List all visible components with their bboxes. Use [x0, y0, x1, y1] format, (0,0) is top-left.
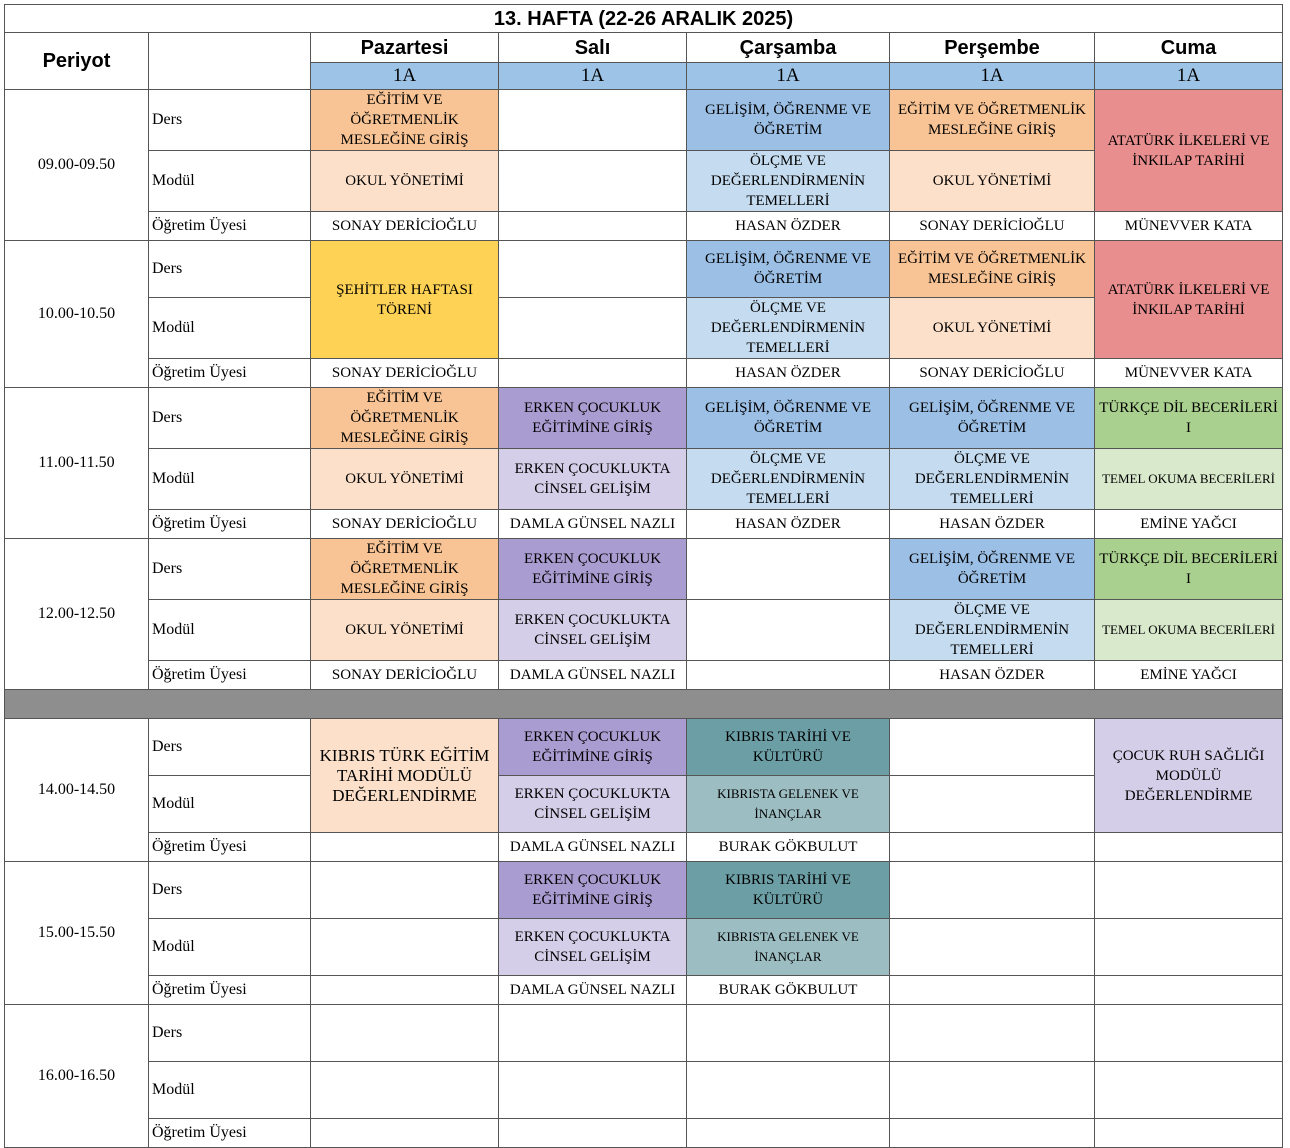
- course-cell-persembe: [890, 719, 1095, 776]
- modul-row: [5, 298, 1283, 359]
- ders-row: [5, 388, 1283, 449]
- course-cell-pazartesi: ŞEHİTLER HAFTASI TÖRENİ: [311, 241, 499, 359]
- module-cell-cuma: [1095, 1062, 1283, 1119]
- period-time: 11.00-11.50: [5, 388, 149, 539]
- lunch-break-row: [5, 690, 1283, 719]
- module-cell-sali: ERKEN ÇOCUKLUKTA CİNSEL GELİŞİM: [499, 449, 687, 510]
- course-cell-pazartesi: KIBRIS TÜRK EĞİTİM TARİHİ MODÜLÜ DEĞERLENDİRME: [311, 719, 499, 833]
- course-cell-persembe: GELİŞİM, ÖĞRENME VE ÖĞRETİM: [890, 388, 1095, 449]
- row-label-ogretim-uyesi: Öğretim Üyesi: [149, 833, 311, 862]
- course-cell-sali: ERKEN ÇOCUKLUK EĞİTİMİNE GİRİŞ: [499, 388, 687, 449]
- row-label-ogretim-uyesi: Öğretim Üyesi: [149, 976, 311, 1005]
- lecturer-cell-carsamba: HASAN ÖZDER: [687, 510, 890, 539]
- lecturer-cell-cuma: MÜNEVVER KATA: [1095, 359, 1283, 388]
- periyot-header: Periyot: [5, 33, 149, 90]
- module-cell-persembe: [890, 776, 1095, 833]
- lecturer-cell-carsamba: [687, 661, 890, 690]
- lecturer-cell-cuma: [1095, 833, 1283, 862]
- module-cell-persembe: OKUL YÖNETİMİ: [890, 151, 1095, 212]
- lecturer-cell-cuma: MÜNEVVER KATA: [1095, 212, 1283, 241]
- module-cell-carsamba: ÖLÇME VE DEĞERLENDİRMENİN TEMELLERİ: [687, 449, 890, 510]
- course-cell-pazartesi: [311, 862, 499, 919]
- module-cell-persembe: ÖLÇME VE DEĞERLENDİRMENİN TEMELLERİ: [890, 449, 1095, 510]
- lecturer-cell-persembe: SONAY DERİCİOĞLU: [890, 359, 1095, 388]
- class-label: 1A: [1095, 63, 1283, 90]
- class-label: 1A: [687, 63, 890, 90]
- row-label-ogretim-uyesi: Öğretim Üyesi: [149, 1119, 311, 1148]
- lecturer-cell-cuma: [1095, 976, 1283, 1005]
- module-cell-sali: ERKEN ÇOCUKLUKTA CİNSEL GELİŞİM: [499, 919, 687, 976]
- modul-row: [5, 776, 1283, 833]
- module-cell-cuma: TEMEL OKUMA BECERİLERİ: [1095, 600, 1283, 661]
- ders-row: [5, 241, 1283, 298]
- course-cell-persembe: EĞİTİM VE ÖĞRETMENLİK MESLEĞİNE GİRİŞ: [890, 90, 1095, 151]
- lecturer-cell-pazartesi: SONAY DERİCİOĞLU: [311, 510, 499, 539]
- course-cell-cuma: ATATÜRK İLKELERİ VE İNKILAP TARİHİ: [1095, 90, 1283, 212]
- course-cell-cuma: [1095, 862, 1283, 919]
- period-time: 14.00-14.50: [5, 719, 149, 862]
- ogretim-row: [5, 833, 1283, 862]
- lecturer-cell-pazartesi: [311, 833, 499, 862]
- lecturer-cell-sali: [499, 212, 687, 241]
- lecturer-cell-sali: [499, 1119, 687, 1148]
- row-label-ders: Ders: [149, 90, 311, 151]
- lunch-break-bar: [5, 690, 1283, 719]
- course-cell-sali: [499, 90, 687, 151]
- module-cell-cuma: [1095, 919, 1283, 976]
- module-cell-sali: [499, 1062, 687, 1119]
- row-label-ogretim-uyesi: Öğretim Üyesi: [149, 212, 311, 241]
- module-cell-sali: [499, 298, 687, 359]
- ders-row: [5, 719, 1283, 776]
- period-time: 15.00-15.50: [5, 862, 149, 1005]
- lecturer-cell-sali: DAMLA GÜNSEL NAZLI: [499, 661, 687, 690]
- row-label-ogretim-uyesi: Öğretim Üyesi: [149, 359, 311, 388]
- module-cell-pazartesi: OKUL YÖNETİMİ: [311, 151, 499, 212]
- lecturer-cell-cuma: [1095, 1119, 1283, 1148]
- module-cell-carsamba: KIBRISTA GELENEK VE İNANÇLAR: [687, 919, 890, 976]
- row-label-ders: Ders: [149, 1005, 311, 1062]
- ogretim-row: [5, 212, 1283, 241]
- lecturer-cell-persembe: [890, 1119, 1095, 1148]
- row-label-ders: Ders: [149, 862, 311, 919]
- lecturer-cell-persembe: [890, 833, 1095, 862]
- ders-row: [5, 1005, 1283, 1062]
- course-cell-persembe: [890, 1005, 1095, 1062]
- row-label-ders: Ders: [149, 241, 311, 298]
- day-header-persembe: Perşembe: [890, 33, 1095, 63]
- modul-row: [5, 1062, 1283, 1119]
- row-label-ogretim-uyesi: Öğretim Üyesi: [149, 661, 311, 690]
- module-cell-persembe: OKUL YÖNETİMİ: [890, 298, 1095, 359]
- day-header-sali: Salı: [499, 33, 687, 63]
- course-cell-sali: [499, 1005, 687, 1062]
- row-label-ogretim-uyesi: Öğretim Üyesi: [149, 510, 311, 539]
- lecturer-cell-pazartesi: [311, 1119, 499, 1148]
- course-cell-sali: ERKEN ÇOCUKLUK EĞİTİMİNE GİRİŞ: [499, 539, 687, 600]
- course-cell-cuma: TÜRKÇE DİL BECERİLERİ I: [1095, 539, 1283, 600]
- lecturer-cell-carsamba: BURAK GÖKBULUT: [687, 976, 890, 1005]
- class-label: 1A: [499, 63, 687, 90]
- period-time: 12.00-12.50: [5, 539, 149, 690]
- course-cell-cuma: TÜRKÇE DİL BECERİLERİ I: [1095, 388, 1283, 449]
- modul-row: [5, 600, 1283, 661]
- lecturer-cell-persembe: SONAY DERİCİOĞLU: [890, 212, 1095, 241]
- modul-row: [5, 449, 1283, 510]
- lecturer-cell-sali: [499, 359, 687, 388]
- course-cell-cuma: ATATÜRK İLKELERİ VE İNKILAP TARİHİ: [1095, 241, 1283, 359]
- ogretim-row: [5, 661, 1283, 690]
- row-label-modul: Modül: [149, 919, 311, 976]
- module-cell-persembe: [890, 1062, 1095, 1119]
- module-cell-carsamba: KIBRISTA GELENEK VE İNANÇLAR: [687, 776, 890, 833]
- course-cell-pazartesi: EĞİTİM VE ÖĞRETMENLİK MESLEĞİNE GİRİŞ: [311, 90, 499, 151]
- course-cell-persembe: [890, 862, 1095, 919]
- period-time: 09.00-09.50: [5, 90, 149, 241]
- course-cell-persembe: EĞİTİM VE ÖĞRETMENLİK MESLEĞİNE GİRİŞ: [890, 241, 1095, 298]
- module-cell-carsamba: ÖLÇME VE DEĞERLENDİRMENİN TEMELLERİ: [687, 151, 890, 212]
- module-cell-carsamba: [687, 1062, 890, 1119]
- modul-row: [5, 919, 1283, 976]
- row-label-modul: Modül: [149, 1062, 311, 1119]
- course-cell-carsamba: KIBRIS TARİHİ VE KÜLTÜRÜ: [687, 862, 890, 919]
- course-cell-sali: ERKEN ÇOCUKLUK EĞİTİMİNE GİRİŞ: [499, 719, 687, 776]
- period-time: 16.00-16.50: [5, 1005, 149, 1148]
- day-header-pazartesi: Pazartesi: [311, 33, 499, 63]
- ogretim-row: [5, 359, 1283, 388]
- course-cell-pazartesi: EĞİTİM VE ÖĞRETMENLİK MESLEĞİNE GİRİŞ: [311, 539, 499, 600]
- period-time: 10.00-10.50: [5, 241, 149, 388]
- ders-row: [5, 862, 1283, 919]
- lecturer-cell-carsamba: BURAK GÖKBULUT: [687, 833, 890, 862]
- course-cell-carsamba: GELİŞİM, ÖĞRENME VE ÖĞRETİM: [687, 90, 890, 151]
- ogretim-row: [5, 1119, 1283, 1148]
- lecturer-cell-pazartesi: SONAY DERİCİOĞLU: [311, 359, 499, 388]
- lecturer-cell-persembe: [890, 976, 1095, 1005]
- lecturer-cell-persembe: HASAN ÖZDER: [890, 661, 1095, 690]
- row-label-modul: Modül: [149, 298, 311, 359]
- ogretim-row: [5, 510, 1283, 539]
- page-title: 13. HAFTA (22-26 ARALIK 2025): [5, 5, 1283, 33]
- course-cell-carsamba: GELİŞİM, ÖĞRENME VE ÖĞRETİM: [687, 241, 890, 298]
- row-label-ders: Ders: [149, 388, 311, 449]
- lecturer-cell-sali: DAMLA GÜNSEL NAZLI: [499, 976, 687, 1005]
- lecturer-cell-persembe: HASAN ÖZDER: [890, 510, 1095, 539]
- row-label-modul: Modül: [149, 449, 311, 510]
- lecturer-cell-pazartesi: [311, 976, 499, 1005]
- lecturer-cell-cuma: EMİNE YAĞCI: [1095, 661, 1283, 690]
- label-header-empty: [149, 33, 311, 90]
- course-cell-carsamba: KIBRIS TARİHİ VE KÜLTÜRÜ: [687, 719, 890, 776]
- module-cell-carsamba: [687, 600, 890, 661]
- course-cell-cuma: ÇOCUK RUH SAĞLIĞI MODÜLÜ DEĞERLENDİRME: [1095, 719, 1283, 833]
- course-cell-pazartesi: EĞİTİM VE ÖĞRETMENLİK MESLEĞİNE GİRİŞ: [311, 388, 499, 449]
- module-cell-pazartesi: [311, 1062, 499, 1119]
- row-label-ders: Ders: [149, 719, 311, 776]
- lecturer-cell-pazartesi: SONAY DERİCİOĞLU: [311, 661, 499, 690]
- module-cell-pazartesi: [311, 919, 499, 976]
- ders-row: [5, 539, 1283, 600]
- course-cell-cuma: [1095, 1005, 1283, 1062]
- class-label: 1A: [311, 63, 499, 90]
- lecturer-cell-carsamba: HASAN ÖZDER: [687, 359, 890, 388]
- row-label-modul: Modül: [149, 600, 311, 661]
- day-header-carsamba: Çarşamba: [687, 33, 890, 63]
- lecturer-cell-cuma: EMİNE YAĞCI: [1095, 510, 1283, 539]
- module-cell-pazartesi: OKUL YÖNETİMİ: [311, 600, 499, 661]
- lecturer-cell-carsamba: [687, 1119, 890, 1148]
- row-label-modul: Modül: [149, 151, 311, 212]
- module-cell-carsamba: ÖLÇME VE DEĞERLENDİRMENİN TEMELLERİ: [687, 298, 890, 359]
- course-cell-sali: [499, 241, 687, 298]
- course-cell-carsamba: [687, 1005, 890, 1062]
- module-cell-sali: [499, 151, 687, 212]
- row-label-ders: Ders: [149, 539, 311, 600]
- course-cell-sali: ERKEN ÇOCUKLUK EĞİTİMİNE GİRİŞ: [499, 862, 687, 919]
- schedule-table: [4, 4, 1283, 1148]
- module-cell-cuma: TEMEL OKUMA BECERİLERİ: [1095, 449, 1283, 510]
- lecturer-cell-sali: DAMLA GÜNSEL NAZLI: [499, 833, 687, 862]
- lecturer-cell-sali: DAMLA GÜNSEL NAZLI: [499, 510, 687, 539]
- module-cell-sali: ERKEN ÇOCUKLUKTA CİNSEL GELİŞİM: [499, 600, 687, 661]
- modul-row: [5, 151, 1283, 212]
- module-cell-sali: ERKEN ÇOCUKLUKTA CİNSEL GELİŞİM: [499, 776, 687, 833]
- row-label-modul: Modül: [149, 776, 311, 833]
- course-cell-pazartesi: [311, 1005, 499, 1062]
- course-cell-persembe: GELİŞİM, ÖĞRENME VE ÖĞRETİM: [890, 539, 1095, 600]
- ders-row: [5, 90, 1283, 151]
- module-cell-persembe: ÖLÇME VE DEĞERLENDİRMENİN TEMELLERİ: [890, 600, 1095, 661]
- course-cell-carsamba: GELİŞİM, ÖĞRENME VE ÖĞRETİM: [687, 388, 890, 449]
- class-label: 1A: [890, 63, 1095, 90]
- module-cell-persembe: [890, 919, 1095, 976]
- course-cell-carsamba: [687, 539, 890, 600]
- module-cell-pazartesi: OKUL YÖNETİMİ: [311, 449, 499, 510]
- day-header-cuma: Cuma: [1095, 33, 1283, 63]
- lecturer-cell-pazartesi: SONAY DERİCİOĞLU: [311, 212, 499, 241]
- lecturer-cell-carsamba: HASAN ÖZDER: [687, 212, 890, 241]
- ogretim-row: [5, 976, 1283, 1005]
